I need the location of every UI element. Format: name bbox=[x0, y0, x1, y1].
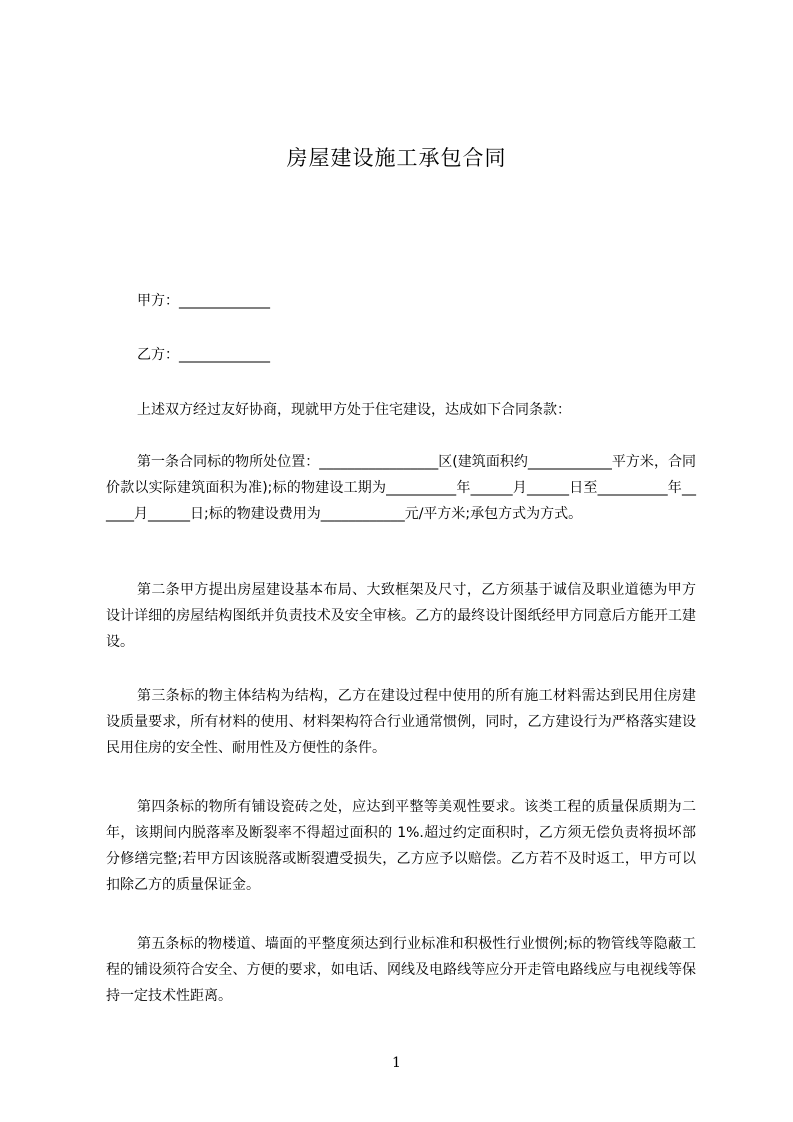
clause-4: 第四条标的物所有铺设瓷砖之处，应达到平整等美观性要求。该类工程的质量保质期为二年，该期间内脱落率及断裂率不得超过面积的 1%.超过约定面积时，乙方须无偿负责将损坏部分修缮完整;若甲方因该脱落或断裂遭受损失，乙方应予以赔偿。乙方若不及时返工，甲方可以扣除乙方的质量保证金。 bbox=[106, 799, 696, 893]
clause-5: 第五条标的物楼道、墙面的平整度须达到行业标准和积极性行业惯例;标的物管线等隐蔽工程的铺设须符合安全、方便的要求，如电话、网线及电路线等应分开走管电路线应与电视线等保持一定技术性距离。 bbox=[106, 936, 696, 1004]
page-number: 1 bbox=[392, 1055, 401, 1071]
clause-1: 第一条合同标的物所处位置：_________________区(建筑面积约____________平方米，合同价款以实际建筑面积为准);标的物建设工期为__________年______月______日至__________年______月______日;标的物建设费用为____________元/平方米;承包方式为方式。 bbox=[106, 454, 696, 522]
clause-3: 第三条标的物主体结构为结构，乙方在建设过程中使用的所有施工材料需达到民用住房建设质量要求，所有材料的使用、材料架构符合行业通常惯例，同时，乙方建设行为严格落实建设民用住房的安全性、耐用性及方便性的条件。 bbox=[106, 688, 696, 756]
intro-paragraph: 上述双方经过友好协商，现就甲方处于住宅建设，达成如下合同条款： bbox=[137, 402, 571, 418]
clause-2: 第二条甲方提出房屋建设基本布局、大致框架及尺寸，乙方须基于诚信及职业道德为甲方设计详细的房屋结构图纸并负责技术及安全审核。乙方的最终设计图纸经甲方同意后方能开工建设。 bbox=[106, 582, 696, 650]
party-b-field: 乙方：_____________ bbox=[137, 347, 270, 363]
party-a-field: 甲方：_____________ bbox=[137, 293, 270, 309]
contract-title: 房屋建设施工承包合同 bbox=[286, 146, 507, 170]
